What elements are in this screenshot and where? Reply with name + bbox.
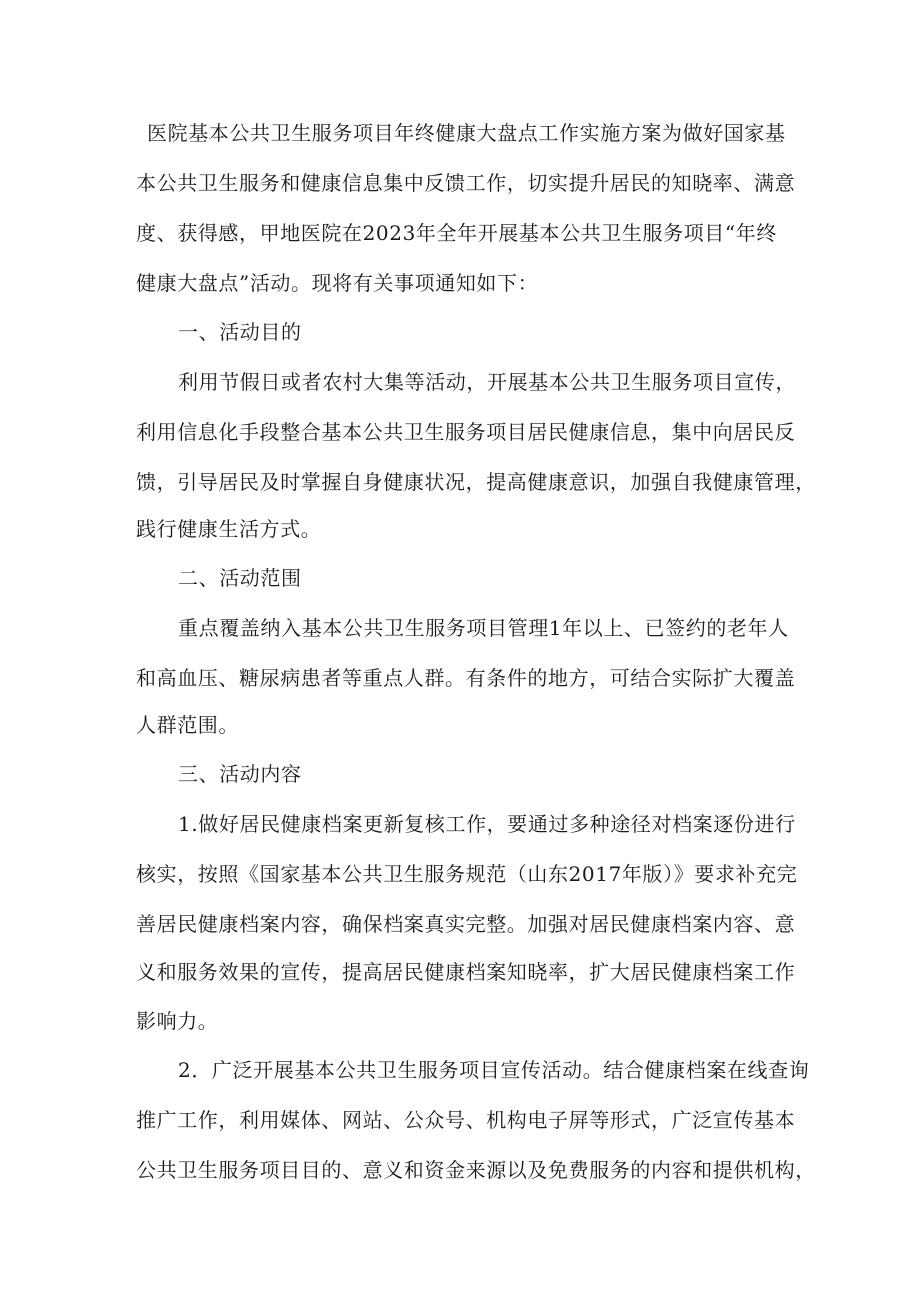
item2-line-3: 公共卫生服务项目目的、意义和资金来源以及免费服务的内容和提供机构， [136,1158,816,1182]
section1-line-2: 利用信息化手段整合基本公共卫生服务项目居民健康信息，集中向居民反 [136,420,796,444]
intro-line-1: 医院基本公共卫生服务项目年终健康大盘点工作实施方案为做好国家基 [147,121,786,145]
section1-line-1: 利用节假日或者农村大集等活动，开展基本公共卫生服务项目宣传， [178,370,796,394]
item1-line-4: 义和服务效果的宣传，提高居民健康档案知晓率，扩大居民健康档案工作 [136,960,796,984]
item2-line-2: 推广工作，利用媒体、网站、公众号、机构电子屏等形式，广泛宣传基本 [136,1108,796,1132]
item1-line-1: 1.做好居民健康档案更新复核工作，要通过多种途径对档案逐份进行 [178,812,796,836]
item1-line-2: 核实，按照《国家基本公共卫生服务规范（山东2017年版）》要求补充完 [136,862,798,886]
item1-line-5: 影响力。 [136,1009,219,1033]
section1-heading: 一、活动目的 [178,320,302,344]
section2-line-3: 人群范围。 [136,713,239,737]
section1-line-4: 践行健康生活方式。 [136,517,322,541]
section2-line-1: 重点覆盖纳入基本公共卫生服务项目管理1年以上、已签约的老年人 [178,616,789,640]
item2-line-1: 2．广泛开展基本公共卫生服务项目宣传活动。结合健康档案在线查询 [178,1058,810,1082]
item1-line-3: 善居民健康档案内容，确保档案真实完整。加强对居民健康档案内容、意 [136,912,796,936]
section3-heading: 三、活动内容 [178,762,302,786]
intro-line-3: 度、获得感，甲地医院在2023年全年开展基本公共卫生服务项目“年终 [136,221,777,245]
section1-line-3: 馈，引导居民及时掌握自身健康状况，提高健康意识，加强自我健康管理， [136,470,816,494]
section2-heading: 二、活动范围 [178,566,302,590]
intro-line-4: 健康大盘点”活动。现将有关事项通知如下： [136,271,539,295]
intro-line-2: 本公共卫生服务和健康信息集中反馈工作，切实提升居民的知晓率、满意 [136,171,796,195]
section2-line-2: 和高血压、糖尿病患者等重点人群。有条件的地方，可结合实际扩大覆盖 [136,666,796,690]
